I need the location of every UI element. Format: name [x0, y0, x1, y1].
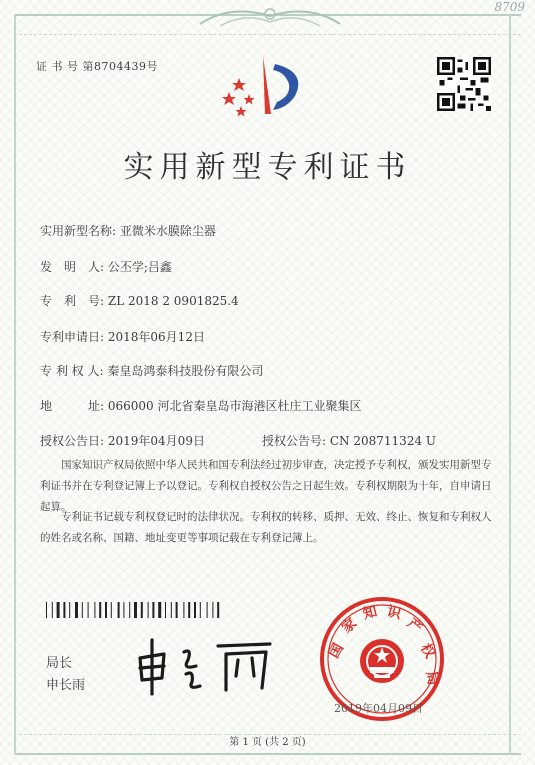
field-filing-date	[40, 328, 205, 345]
svg-text:局: 局	[422, 669, 442, 687]
field-label: 专利申请日:	[40, 330, 105, 344]
field-value: 秦皇岛鸿泰科技股份有限公司	[107, 364, 264, 378]
svg-text:产: 产	[404, 615, 426, 637]
svg-text:识: 识	[385, 603, 403, 623]
page-number: 第 1 页 (共 2 页)	[229, 737, 306, 748]
field-address	[40, 397, 362, 414]
field-label: 授权公告日:	[40, 434, 105, 448]
certificate-number: 证 书 号 第8704439号	[36, 60, 158, 73]
director-name: 申长雨	[46, 678, 86, 693]
field-value: ZL 2018 2 0901825.4	[107, 294, 239, 308]
svg-text:权: 权	[417, 640, 438, 662]
field-value: 公丕学;吕鑫	[107, 260, 172, 274]
field-value: 2018年06月12日	[107, 330, 205, 344]
field-patent-number	[40, 292, 239, 309]
field-label: 专 利 权 人:	[40, 364, 104, 378]
patent-office-logo-icon	[215, 52, 310, 124]
field-label: 地 址:	[40, 399, 105, 413]
field-label: 专 利 号:	[40, 294, 105, 308]
corner-mark: 8709	[494, 0, 525, 14]
seal-date: 2019年04月09日	[334, 702, 423, 715]
field-label: 发 明 人:	[40, 260, 105, 274]
field-value: 亚微米水膜除尘器	[119, 224, 216, 238]
ornament-icon	[190, 2, 350, 32]
field-value: 066000 河北省秦皇岛市海港区杜庄工业聚集区	[107, 399, 362, 413]
handwritten-signature-icon	[130, 630, 280, 700]
svg-text:家: 家	[338, 615, 360, 637]
statement-paragraph: 专利证书记载专利权登记时的法律状况。专利权的转移、质押、无效、终止、恢复和专利权人的姓名或名称、国籍、地址变更等事项记载在专利登记簿上。	[40, 511, 492, 544]
field-patent-holder	[40, 362, 263, 379]
certificate-title: 实用新型专利证书	[123, 150, 412, 185]
statement-paragraph: 国家知识产权局依照中华人民共和国专利法经过初步审查，决定授予专利权，颁发实用新型专利证书并在专利登记簿上予以登记。专利权自授权公告之日起生效。专利权期限为十年，自申请日起算。	[40, 459, 492, 513]
field-grant-number	[262, 432, 436, 449]
field-label: 授权公告号:	[262, 434, 327, 448]
barcode-icon	[46, 602, 246, 618]
decorative-border-left	[14, 14, 26, 755]
field-label: 实用新型名称:	[40, 224, 117, 238]
field-value: CN 208711324 U	[329, 434, 437, 448]
decorative-border-right	[509, 14, 521, 755]
field-value: 2019年04月09日	[107, 434, 205, 448]
director-title: 局长	[46, 656, 73, 671]
field-grant-date	[40, 432, 205, 449]
svg-text:知: 知	[361, 603, 379, 623]
svg-text:国: 国	[326, 640, 347, 662]
field-utility-model-name	[40, 222, 216, 239]
qr-code-icon	[437, 57, 491, 111]
field-inventor	[40, 258, 172, 275]
